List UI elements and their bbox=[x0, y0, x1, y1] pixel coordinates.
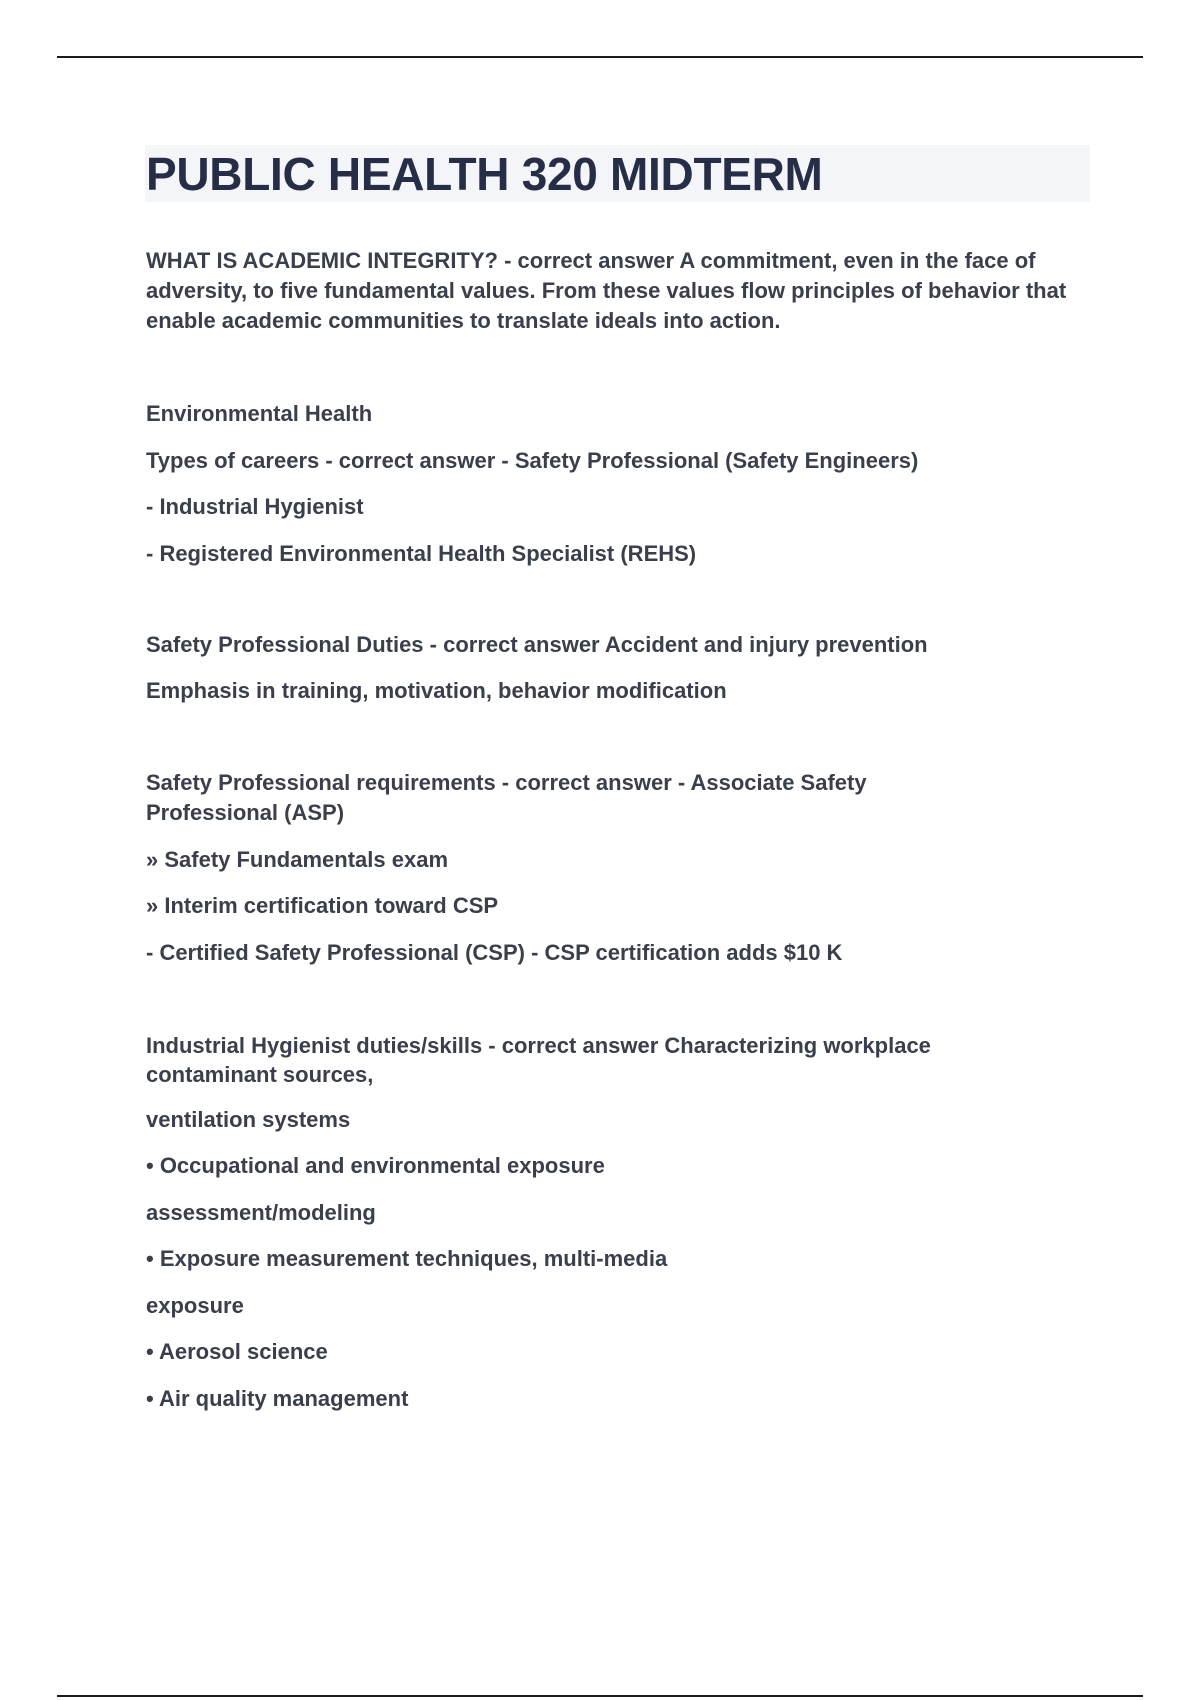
safety-requirements-answer: Safety Professional requirements - correct answer - Associate Safety Professional (ASP) bbox=[146, 770, 867, 825]
career-item: - Industrial Hygienist bbox=[146, 494, 364, 519]
requirement-item: » Interim certification toward CSP bbox=[146, 893, 499, 918]
bottom-rule bbox=[57, 1695, 1143, 1697]
academic-integrity-answer: WHAT IS ACADEMIC INTEGRITY? - correct answer A commitment, even in the face of adversity, to five fundamental values. From these values flow principles of behavior that enable academic communities to translate ideals into action. bbox=[146, 248, 1067, 333]
hygienist-line: • Aerosol science bbox=[146, 1339, 328, 1364]
hygienist-line: ventilation systems bbox=[146, 1107, 351, 1132]
page-title: PUBLIC HEALTH 320 MIDTERM bbox=[146, 148, 823, 200]
hygienist-line: assessment/modeling bbox=[146, 1200, 376, 1225]
requirement-item: - Certified Safety Professional (CSP) - CSP certification adds $10 K bbox=[146, 940, 843, 965]
careers-answer: Types of careers - correct answer - Safety Professional (Safety Engineers) bbox=[146, 448, 919, 473]
environmental-health-heading: Environmental Health bbox=[146, 401, 373, 426]
hygienist-line: • Occupational and environmental exposure bbox=[146, 1153, 605, 1178]
career-item: - Registered Environmental Health Specialist (REHS) bbox=[146, 541, 697, 566]
safety-duties-line: Emphasis in training, motivation, behavior modification bbox=[146, 678, 727, 703]
hygienist-line: exposure bbox=[146, 1293, 244, 1318]
requirement-item: » Safety Fundamentals exam bbox=[146, 847, 449, 872]
top-rule bbox=[57, 56, 1143, 58]
hygienist-answer: Industrial Hygienist duties/skills - correct answer Characterizing workplace contaminant sources, bbox=[146, 1033, 931, 1087]
safety-duties-answer: Safety Professional Duties - correct answer Accident and injury prevention bbox=[146, 632, 928, 657]
hygienist-line: • Air quality management bbox=[146, 1386, 409, 1411]
hygienist-line: • Exposure measurement techniques, multi-media bbox=[146, 1246, 668, 1271]
